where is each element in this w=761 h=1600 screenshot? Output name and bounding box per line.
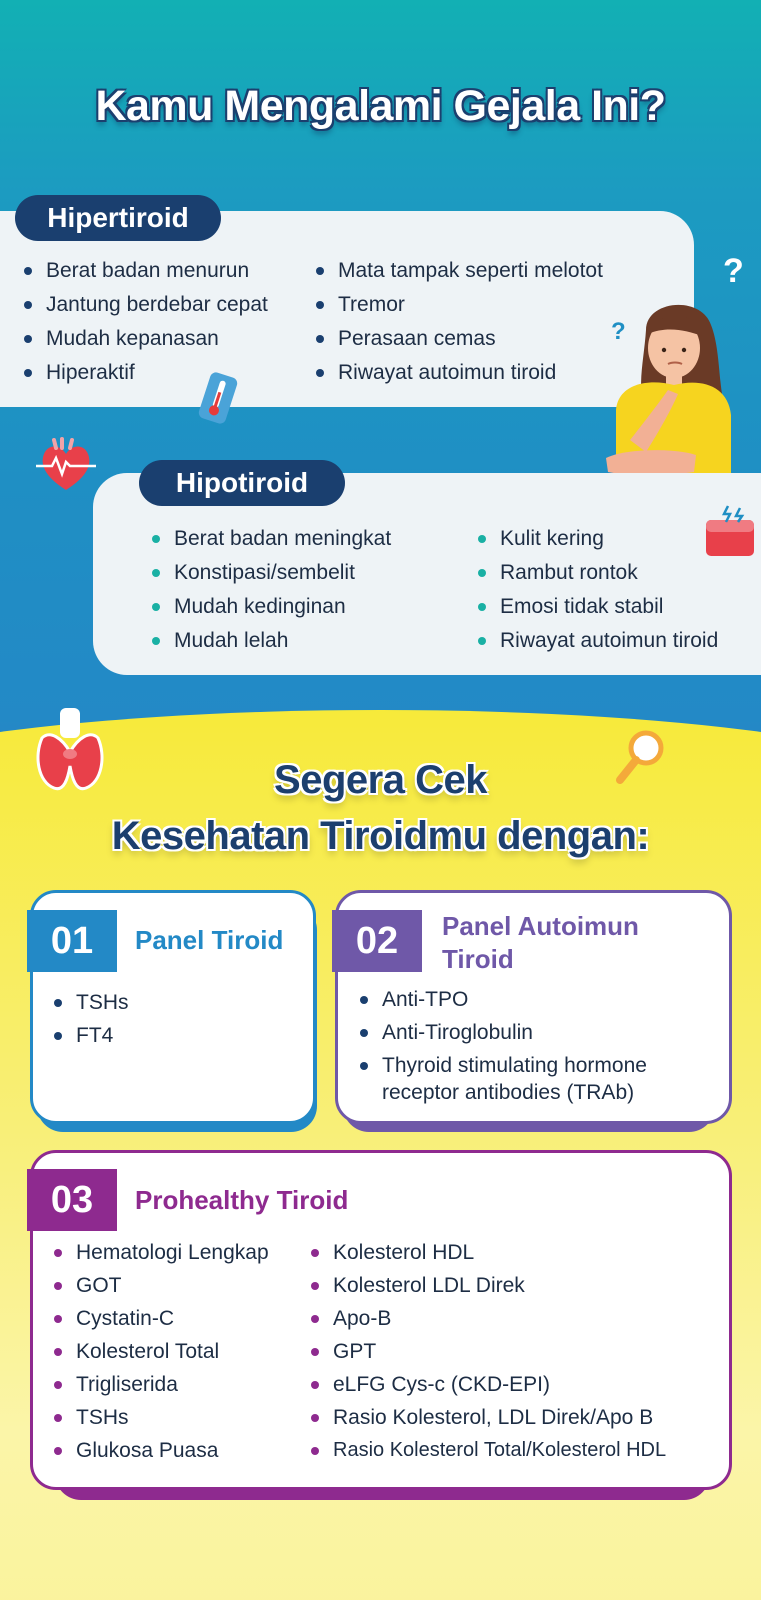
card-2-title-line-2: Tiroid [442, 944, 514, 974]
list-item: Apo-B [309, 1302, 666, 1335]
list-item: Tremor [314, 288, 603, 322]
list-item: Hiperaktif [22, 356, 268, 390]
card-2-title-line-1: Panel Autoimun [442, 911, 639, 941]
list-item: Anti-Tiroglobulin [358, 1016, 647, 1049]
list-item: Mudah kedinginan [150, 590, 391, 624]
list-item: TSHs [52, 986, 129, 1019]
card-3-number: 03 [27, 1169, 117, 1231]
card-1-list [52, 986, 129, 1052]
list-item: Thyroid stimulating hormone [358, 1052, 647, 1079]
list-item: Berat badan meningkat [150, 522, 391, 556]
card-3-title: Prohealthy Tiroid [135, 1185, 349, 1215]
hipotiroid-list-left [150, 522, 391, 658]
list-item: Rasio Kolesterol Total/Kolesterol HDL [309, 1434, 666, 1467]
list-item: Kolesterol LDL Direk [309, 1269, 666, 1302]
list-item: Kulit kering [476, 522, 718, 556]
card-3-list-left [52, 1236, 269, 1467]
list-item: Riwayat autoimun tiroid [476, 624, 718, 658]
list-item: Mudah kepanasan [22, 322, 268, 356]
thinking-woman-illustration [606, 290, 746, 490]
card-2-list [358, 983, 647, 1106]
list-item: Rambut rontok [476, 556, 718, 590]
main-title: Kamu Mengalami Gejala Ini? [95, 82, 666, 130]
list-item: Rasio Kolesterol, LDL Direk/Apo B [309, 1401, 666, 1434]
list-item: GOT [52, 1269, 269, 1302]
list-item: Mudah lelah [150, 624, 391, 658]
card-3-list-right [309, 1236, 666, 1467]
list-item: eLFG Cys-c (CKD-EPI) [309, 1368, 666, 1401]
hipertiroid-list-right [314, 254, 603, 390]
list-item: GPT [309, 1335, 666, 1368]
hipotiroid-label: Hipotiroid [139, 460, 345, 506]
list-item: Kolesterol HDL [309, 1236, 666, 1269]
list-item-continued: receptor antibodies (TRAb) [382, 1081, 635, 1104]
dry-skin-icon [704, 504, 756, 560]
list-item: Riwayat autoimun tiroid [314, 356, 603, 390]
card-1-number: 01 [27, 910, 117, 972]
cta-line-1: Segera Cek [274, 758, 487, 802]
list-item: Glukosa Puasa [52, 1434, 269, 1467]
list-item: Cystatin-C [52, 1302, 269, 1335]
question-icon: ? [611, 318, 626, 345]
list-item: TSHs [52, 1401, 269, 1434]
card-2-number: 02 [332, 910, 422, 972]
hipertiroid-label: Hipertiroid [15, 195, 221, 241]
heart-icon [34, 436, 98, 494]
question-icon: ? [723, 252, 744, 290]
list-item: Kolesterol Total [52, 1335, 269, 1368]
list-item: Perasaan cemas [314, 322, 603, 356]
list-item: Emosi tidak stabil [476, 590, 718, 624]
list-item: Anti-TPO [358, 983, 647, 1016]
list-item: Trigliserida [52, 1368, 269, 1401]
hipotiroid-list-right [476, 522, 718, 658]
list-item: Hematologi Lengkap [52, 1236, 269, 1269]
list-item: FT4 [52, 1019, 129, 1052]
cta-line-2: Kesehatan Tiroidmu dengan: [111, 814, 650, 858]
list-item: Mata tampak seperti melotot [314, 254, 603, 288]
list-item: Konstipasi/sembelit [150, 556, 391, 590]
card-1-title: Panel Tiroid [135, 925, 284, 955]
list-item: Jantung berdebar cepat [22, 288, 268, 322]
thermometer-icon [196, 370, 240, 426]
list-item: Berat badan menurun [22, 254, 268, 288]
